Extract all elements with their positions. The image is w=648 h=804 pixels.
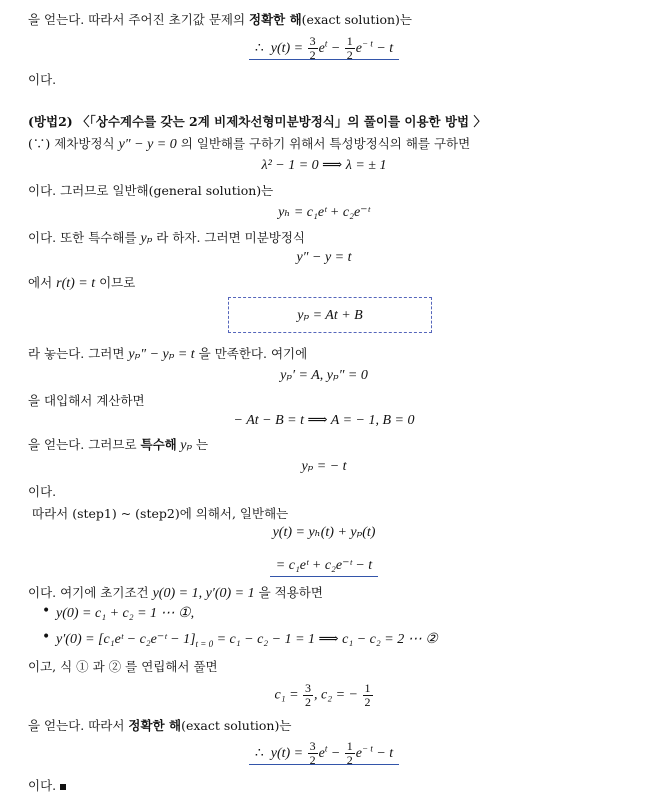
text-line: 을 대입해서 계산하면 <box>28 393 145 408</box>
text-line: 라 놓는다. 그러면 yₚ″ − yₚ = t 을 만족한다. 여기에 <box>28 346 308 362</box>
text-line: 을 얻는다. 그러므로 특수해 yₚ 는 <box>28 437 209 453</box>
text-line: 따라서 (step1) ~ (step2)에 의해서, 일반해는 <box>32 506 289 521</box>
text-line: 이고, 식 ① 과 ② 를 연립해서 풀면 <box>28 659 218 674</box>
text-line: 이다. 여기에 초기조건 y(0) = 1, y′(0) = 1 을 적용하면 <box>28 585 323 601</box>
text-line: 을 얻는다. 따라서 주어진 초기값 문제의 정확한 해(exact solution)는 <box>28 12 412 27</box>
equation-general-1: y(t) = yₕ(t) + yₚ(t) <box>272 525 376 540</box>
text-line: (∵) 제차방정식 y″ − y = 0 의 일반해를 구하기 위해서 특성방정식의 해를 구하면 <box>28 136 471 152</box>
equation-exact-solution-final: ∴ y(t) = $\frac{3}{2}$ $e^t$ − $\frac{1}{2}$ $e^{- t} - t$ <box>0 740 648 767</box>
equation-constants: c₁ = $\frac{3}{2}$ , c₂ = − $\frac{1}{2}$ <box>274 681 371 709</box>
text-line: 이다. <box>28 484 57 499</box>
text-line: 이다. <box>28 72 57 87</box>
equation-derivatives: yₚ′ = A, yₚ″ = 0 <box>280 368 368 383</box>
text-line: 이다. 그러므로 일반해(general solution)는 <box>28 183 274 198</box>
bold-term: 특수해 <box>140 437 177 452</box>
bullet-dot: • <box>42 603 51 619</box>
text-line: 에서 r(t) = t 이므로 <box>28 275 136 291</box>
equation-exact-solution: ∴ y(t) = $\frac{3}{2}$ $e^t$ − $\frac{1}{2}$ $e^{- t} - t$ <box>0 35 648 62</box>
equation-general-2: = c₁eᵗ + c₂e⁻ᵗ − t <box>0 557 648 574</box>
text-line: 이다. <box>28 776 66 794</box>
boxed-equation: yₚ = At + B <box>228 297 432 333</box>
bullet-equation-1: y(0) = c₁ + c₂ = 1 ⋯ ①, <box>56 606 195 621</box>
equation-ode: y″ − y = t <box>296 250 352 265</box>
qed-square <box>60 784 66 790</box>
bold-term: 정확한 해 <box>249 12 302 27</box>
equation-coefficients: − At − B = t ⟹ A = − 1, B = 0 <box>233 413 415 428</box>
equation-characteristic: λ² − 1 = 0 ⟹ λ = ± 1 <box>261 158 387 173</box>
bold-term: 정확한 해 <box>128 718 182 733</box>
method2-heading: (방법2) 〈「상수계수를 갖는 2계 비제차선형미분방정식」의 풀이를 이용한 방법 〉 <box>28 114 486 129</box>
bullet-dot: • <box>42 629 51 645</box>
equation-particular-solution: yₚ = − t <box>301 459 347 474</box>
equation-homogeneous-solution: yₕ = c₁eᵗ + c₂e⁻ᵗ <box>278 205 370 220</box>
text-line: 이다. 또한 특수해를 yₚ 라 하자. 그러면 미분방정식 <box>28 230 306 246</box>
text-line: 을 얻는다. 따라서 정확한 해(exact solution)는 <box>28 718 292 733</box>
bullet-equation-2: y′(0) = [c₁eᵗ − c₂e⁻ᵗ − $1]_{t = 0} = c_1 - c_2 - 1 = 1$ ⟹ c₁ − c₂ = 2 ⋯ ② <box>56 632 438 649</box>
